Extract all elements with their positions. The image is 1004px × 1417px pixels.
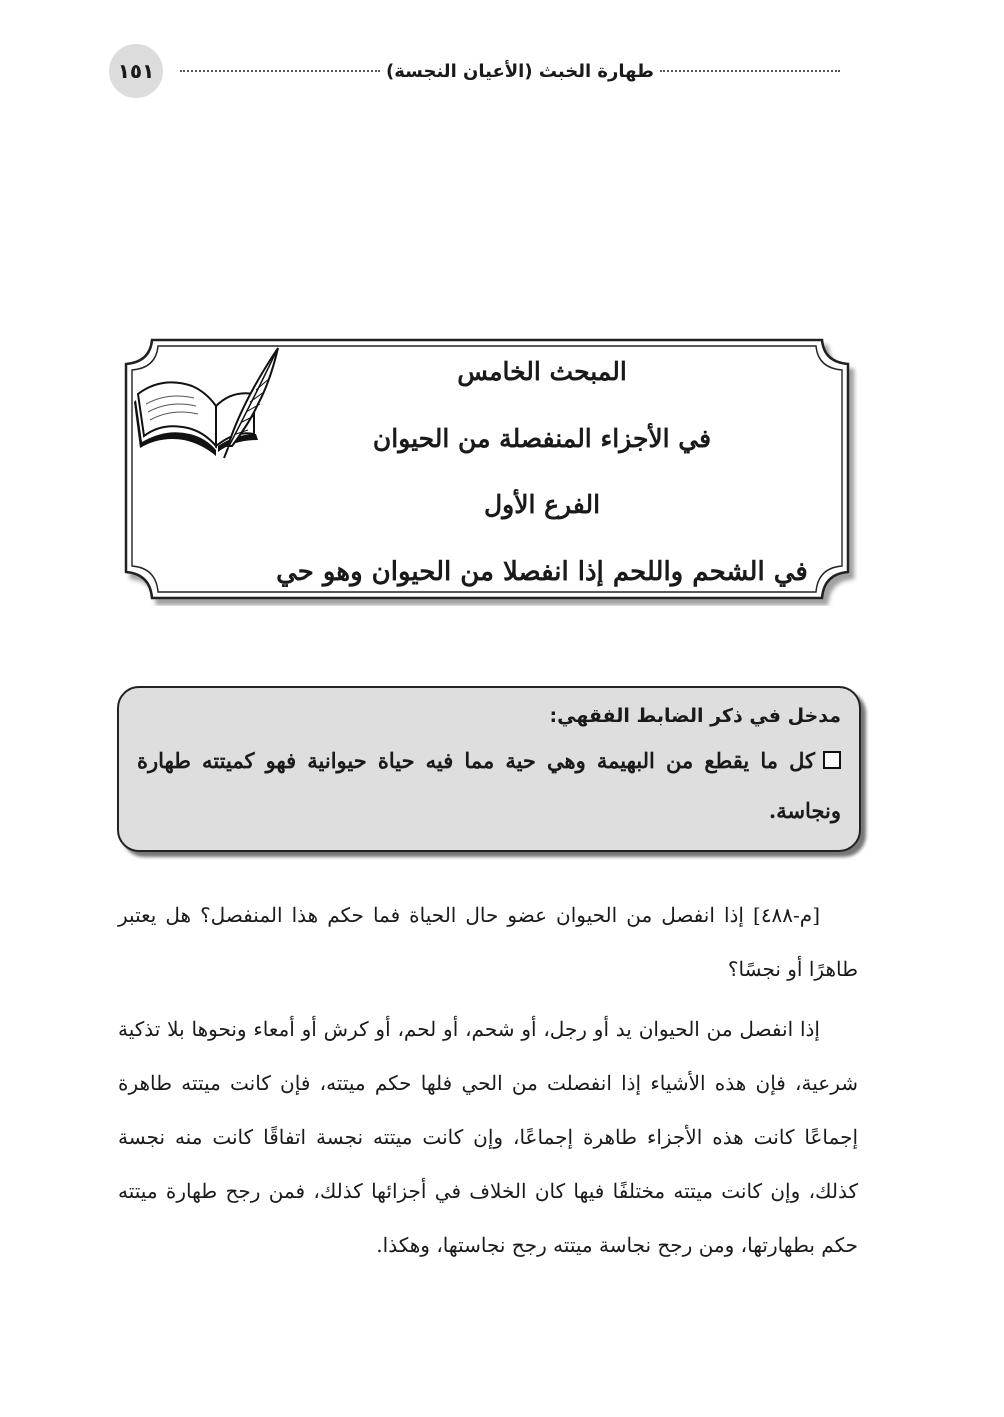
running-title: طهارة الخبث (الأعيان النجسة) xyxy=(386,60,654,82)
branch-subtitle: في الشحم واللحم إذا انفصلا من الحيوان وهو حي xyxy=(276,556,808,587)
answer-paragraph xyxy=(118,1002,858,1272)
section-subtitle: في الأجزاء المنفصلة من الحيوان xyxy=(372,423,712,453)
question-paragraph xyxy=(118,888,858,996)
book-and-quill-icon xyxy=(132,342,282,460)
page-number-badge xyxy=(109,44,163,98)
chapter-title-text xyxy=(262,352,822,592)
running-header xyxy=(180,56,840,86)
rule-statement xyxy=(137,736,841,836)
rule-text: كل ما يقطع من البهيمة وهي حية مما فيه حياة حيوانية فهو كميتته طهارة ونجاسة. xyxy=(137,748,841,823)
jurisprudence-rule-box xyxy=(117,686,861,852)
chapter-title-frame xyxy=(112,334,862,606)
section-title: المبحث الخامس xyxy=(457,357,627,386)
page-number: ١٥١ xyxy=(117,59,155,83)
header-dotted-leader-left xyxy=(180,70,380,72)
branch-title: الفرع الأول xyxy=(483,490,601,520)
question-text: [م-٤٨٨] إذا انفصل من الحيوان عضو حال الحياة فما حكم هذا المنفصل؟ هل يعتبر طاهرًا أو نجسًا؟ xyxy=(118,903,858,981)
rule-heading: مدخل في ذكر الضابط الفقهي: xyxy=(549,705,841,727)
answer-text: إذا انفصل من الحيوان يد أو رجل، أو شحم، أو لحم، أو كرش أو أمعاء ونحوها بلا تذكية شرعية، فإن هذه الأشياء إذا انفصلت من الحي فلها حكم ميتته، فإن كانت ميتته طاهرة إجماعًا كانت هذه الأجزاء طاهرة إجماعًا، وإن كانت ميتته نجسة اتفاقًا كانت منه نجسة كذلك، وإن كانت ميتته مختلفًا فيها كان الخلاف في أجزائها كذلك، فمن رجح طهارة ميتته حكم بطهارتها، ومن رجح نجاسة ميتته رجح نجاستها، وهكذا. xyxy=(118,1017,859,1257)
header-dotted-leader-right xyxy=(660,70,840,72)
checkbox-icon xyxy=(823,751,841,769)
